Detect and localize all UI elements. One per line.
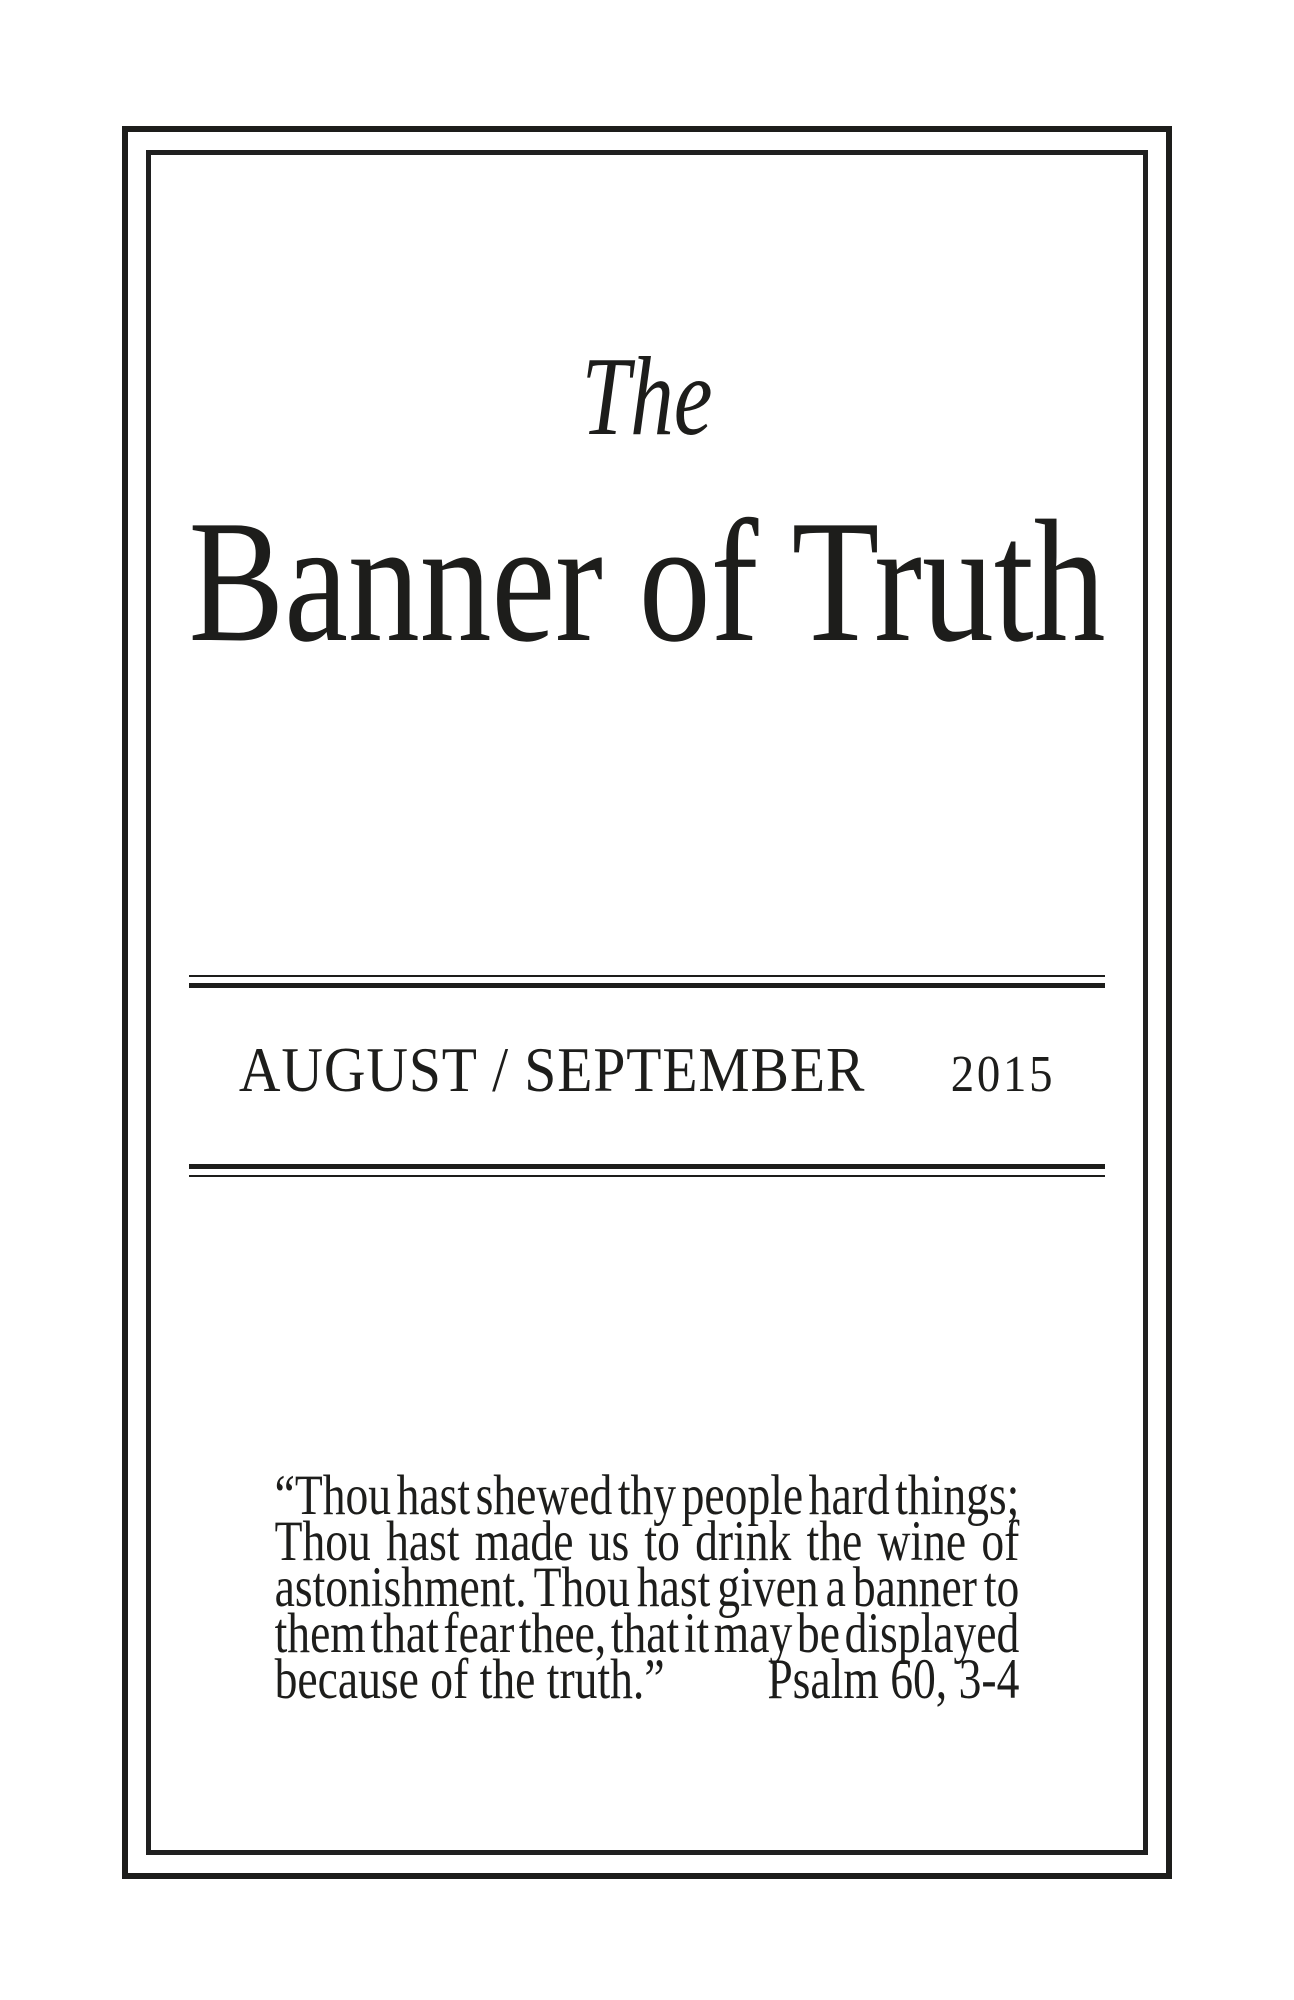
bottom-double-rule [189, 1164, 1105, 1177]
quote-attribution: Psalm 60, 3-4 [767, 1648, 1020, 1711]
quote-line-3: astonishment. Thou hast given a banner to [274, 1556, 1020, 1619]
quote-line-4: them that fear thee, that it may be displayed [274, 1602, 1020, 1665]
bottom-rule-thick-line [189, 1164, 1105, 1169]
issue-months-label: AUGUST / SEPTEMBER [238, 1034, 866, 1105]
inner-frame-border [146, 150, 1148, 1855]
top-double-rule [189, 975, 1105, 988]
quote-last-line [274, 1648, 1020, 1711]
quote-line-2: Thou hast made us to drink the wine of [274, 1510, 1020, 1573]
quote-line-1: “Thou hast shewed thy people hard things; [274, 1464, 1020, 1527]
bottom-rule-thin-line [189, 1175, 1105, 1177]
issue-year-label: 2015 [950, 1046, 1056, 1103]
scripture-quote [274, 1464, 1020, 1711]
top-rule-thick-line [189, 983, 1105, 988]
issue-line [238, 1034, 1056, 1105]
masthead-title: Banner of Truth [188, 484, 1106, 678]
quote-closing-text: because of the truth.” [274, 1648, 665, 1711]
top-rule-thin-line [189, 975, 1105, 977]
masthead-article-the: The [581, 335, 713, 459]
outer-frame-border [122, 126, 1172, 1879]
